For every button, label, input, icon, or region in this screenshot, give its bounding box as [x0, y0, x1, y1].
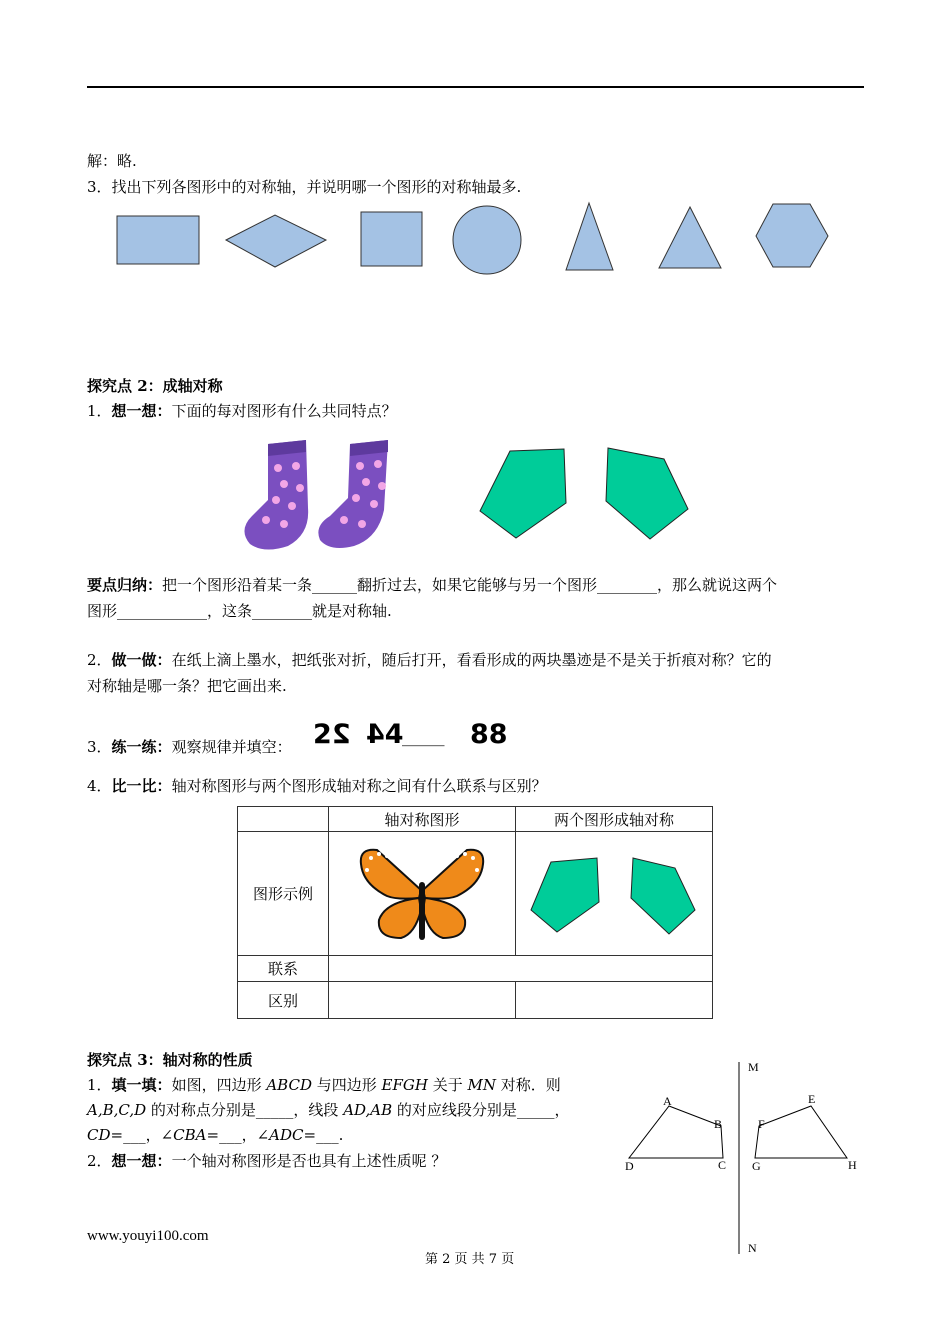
blank-1[interactable]: ______: [312, 576, 358, 594]
s2-q1-line: 1．想一想：下面的每对图形有什么共同特点？: [87, 402, 397, 420]
blank-adc[interactable]: ___: [316, 1126, 339, 1144]
symmetry-figure: [615, 1058, 875, 1258]
mirrored-digit: 2: [331, 719, 351, 750]
s3-q1-line1: 1．填一填：如图，四边形 ABCD 与四边形 EFGH 关于 MN 对称．则: [87, 1076, 561, 1094]
butterfly-image: [357, 844, 487, 944]
quad-abcd: [629, 1106, 723, 1158]
table-corner: [238, 807, 329, 832]
table-cell-relation[interactable]: [329, 956, 713, 982]
table-pentagon-pair: [529, 854, 699, 934]
blank-cd[interactable]: ___: [123, 1126, 146, 1144]
hexagon-shape: [756, 204, 828, 267]
label-c: C: [718, 1158, 727, 1172]
pattern-blank[interactable]: _____: [402, 727, 445, 747]
right-sock: [318, 440, 388, 548]
s3-q2-line: 2．想一想：一个轴对称图形是否也具有上述性质呢 ？: [87, 1152, 447, 1170]
rhombus-shape: [226, 215, 326, 267]
pattern-seq-3: 88: [470, 719, 508, 750]
label-h: H: [848, 1158, 857, 1172]
s2-q2-line2: 对称轴是哪一条？把它画出来.: [87, 677, 287, 695]
pentagon-right: [606, 448, 688, 539]
pattern-seq-2: 44: [366, 719, 404, 750]
table-row-difference-label: 区别: [238, 982, 329, 1019]
s2-q3-line: 3．练一练：观察规律并填空：: [87, 738, 292, 756]
pentagon-pair: [478, 443, 708, 543]
s2-q2-line1: 2．做一做：在纸上滴上墨水，把纸张对折，随后打开，看看形成的两块墨迹是不是关于折痕对称？它的: [87, 651, 772, 669]
footer-page-number: 第 2 页 共 7 页: [425, 1252, 515, 1267]
label-n: N: [748, 1241, 757, 1255]
left-sock: [244, 440, 308, 550]
equilateral-triangle-shape: [659, 207, 721, 268]
table-cell-butterfly: [329, 832, 516, 956]
isosceles-triangle-shape: [566, 203, 613, 270]
shapes-row: [0, 195, 950, 295]
table-header-col1: 轴对称图形: [329, 807, 516, 832]
answer-line: 解：略.: [87, 152, 137, 170]
s2-q4-line: 4．比一比：轴对称图形与两个图形成轴对称之间有什么联系与区别？: [87, 777, 547, 795]
s3-q1-line3: CD=___，∠CBA=___，∠ADC=___.: [87, 1126, 344, 1144]
quad-efgh: [755, 1106, 847, 1158]
comparison-table: [237, 806, 713, 1019]
blank-cba[interactable]: ___: [219, 1126, 242, 1144]
blank-corresponding-segments[interactable]: _____: [516, 1101, 555, 1119]
s3-q1-line2: A,B,C,D 的对称点分别是_____，线段 AD,AB 的对应线段分别是_____，: [87, 1101, 570, 1119]
section3-heading: 探究点 3：轴对称的性质: [87, 1051, 253, 1069]
label-g: G: [752, 1159, 761, 1173]
summary-line2: 图形____________，这条________就是对称轴.: [87, 602, 392, 620]
label-a: A: [663, 1094, 672, 1108]
socks-image: [238, 438, 408, 558]
blank-4[interactable]: ________: [252, 602, 313, 620]
section2-heading: 探究点 2：成轴对称: [87, 377, 223, 395]
pentagon-left: [480, 449, 566, 538]
label-b: B: [714, 1117, 723, 1131]
table-cell-difference-1[interactable]: [329, 982, 516, 1019]
table-cell-pentagons: [516, 832, 713, 956]
table-header-col2: 两个图形成轴对称: [516, 807, 713, 832]
q3-line: 3．找出下列各图形中的对称轴，并说明哪一个图形的对称轴最多.: [87, 178, 522, 196]
table-row-relation-label: 联系: [238, 956, 329, 982]
blank-2[interactable]: ________: [597, 576, 658, 594]
table-row-example-label: 图形示例: [238, 832, 329, 956]
blank-3[interactable]: ____________: [117, 602, 208, 620]
blank-symmetric-points[interactable]: _____: [255, 1101, 294, 1119]
label-f: F: [758, 1117, 765, 1131]
pattern-seq-1: 22: [313, 719, 351, 750]
mirrored-digit: 4: [366, 719, 385, 750]
table-cell-difference-2[interactable]: [516, 982, 713, 1019]
rectangle-shape: [117, 216, 199, 264]
header-rule: [87, 86, 864, 88]
label-e: E: [808, 1092, 816, 1106]
label-d: D: [625, 1159, 634, 1173]
footer-website[interactable]: www.youyi100.com: [87, 1228, 209, 1244]
circle-shape: [453, 206, 521, 274]
label-m: M: [748, 1060, 759, 1074]
summary-line1: 要点归纳：把一个图形沿着某一条______翻折过去，如果它能够与另一个图形________，那么就说这两个: [87, 576, 778, 594]
square-shape: [361, 212, 422, 266]
